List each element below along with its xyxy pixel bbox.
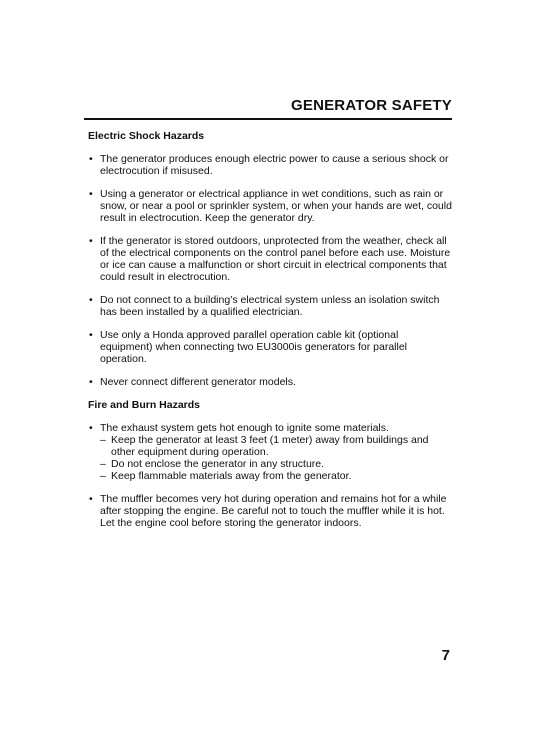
section-fire-burn <box>88 399 452 529</box>
section-heading: Electric Shock Hazards <box>88 130 205 142</box>
hazard-list <box>88 422 452 529</box>
bullet-item: • Use only a Honda approved parallel operation cable kit (optional equipment) when connecting two EU3000is generators for parallel operation. <box>88 329 452 365</box>
sub-list <box>100 434 452 482</box>
bullet-item: • The generator produces enough electric power to cause a serious shock or electrocution if misused. <box>88 153 452 177</box>
bullet-text: The exhaust system gets hot enough to ignite some materials. <box>100 422 389 434</box>
section-heading: Fire and Burn Hazards <box>88 399 201 411</box>
bullet-item: • If the generator is stored outdoors, unprotected from the weather, check all of the electrical components on the control panel before each use. Moisture or ice can cause a malfunction or short circuit in electrical components that could result in electrocution. <box>88 235 452 283</box>
sub-item: – Do not enclose the generator in any structure. <box>100 458 452 470</box>
bullet-item <box>88 422 452 482</box>
bullet-item: • Do not connect to a building’s electrical system unless an isolation switch has been installed by a qualified electrician. <box>88 294 452 318</box>
bullet-item: • The muffler becomes very hot during operation and remains hot for a while after stopping the engine. Be careful not to touch the muffler while it is hot. Let the engine cool before storing the generator indoors. <box>88 493 452 529</box>
page-header-title: GENERATOR SAFETY <box>291 97 452 114</box>
bullet-item: • Using a generator or electrical appliance in wet conditions, such as rain or snow, or near a pool or sprinkler system, or when your hands are wet, could result in electrocution. Keep the generator dry. <box>88 188 452 224</box>
page-number: 7 <box>441 647 450 664</box>
bullet-item: • Never connect different generator models. <box>88 376 452 388</box>
header-rule <box>84 118 452 120</box>
hazard-list <box>88 153 452 388</box>
sub-item: – Keep flammable materials away from the generator. <box>100 470 452 482</box>
page-content <box>88 130 452 540</box>
section-electric-shock <box>88 130 452 388</box>
sub-item: – Keep the generator at least 3 feet (1 meter) away from buildings and other equipment during operation. <box>100 434 452 458</box>
